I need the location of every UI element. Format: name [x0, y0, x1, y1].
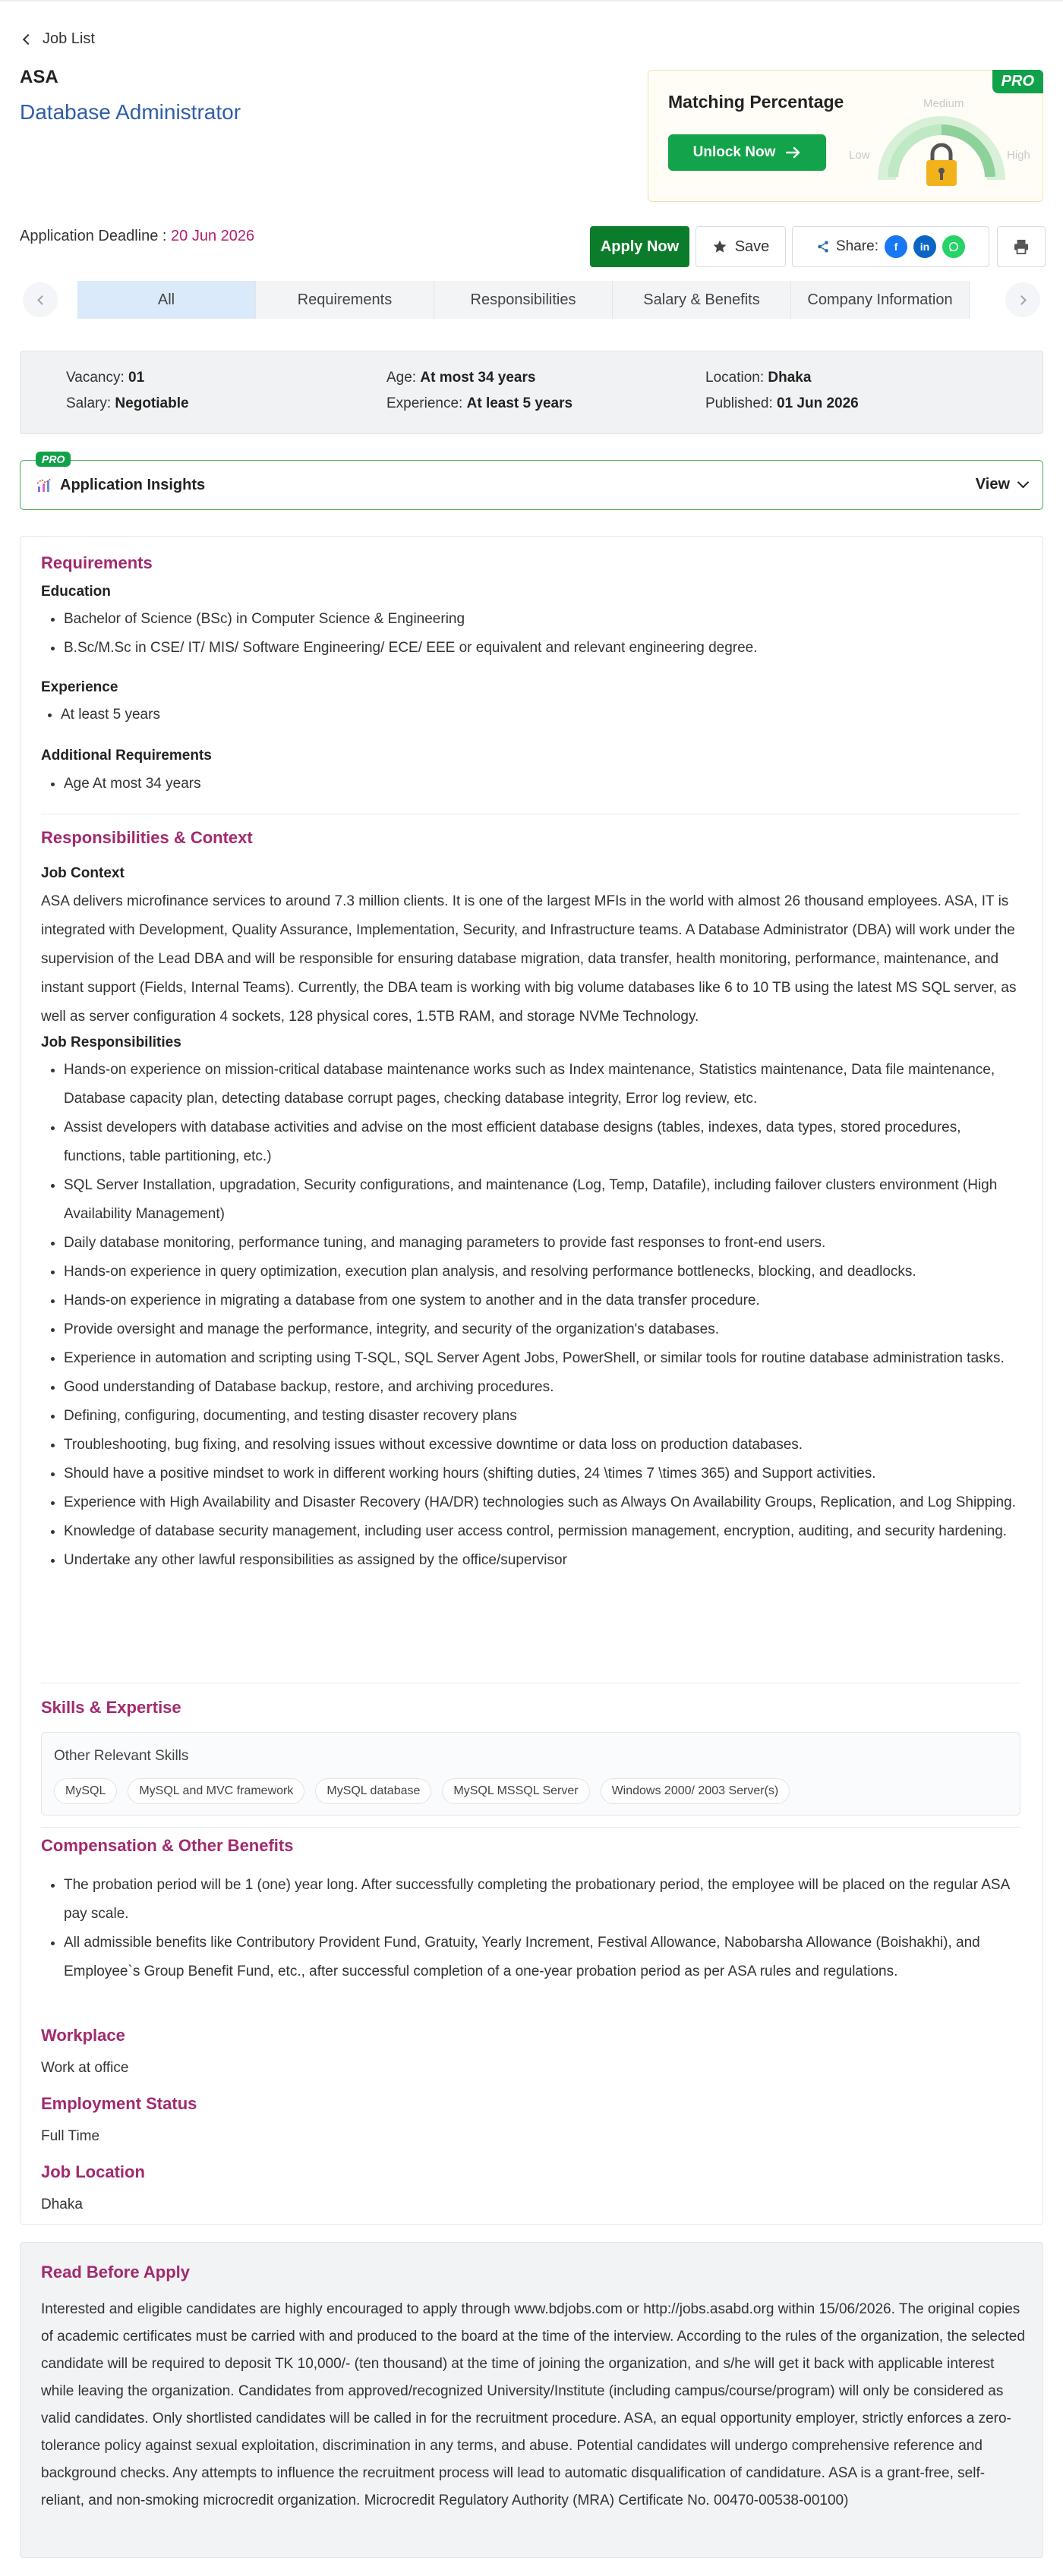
gauge-high-label: High: [1007, 149, 1030, 162]
matching-percentage-card: [648, 70, 1043, 202]
list-item: • Assist developers with database activities and advise on the most efficient database designs (tables, indexes, data types, stored procedures, functions, table partitioning, etc.): [64, 1113, 1020, 1171]
employment-status-value: Full Time: [41, 2128, 100, 2144]
list-item: • Defining, configuring, documenting, and testing disaster recovery plans: [64, 1402, 1020, 1431]
list-item: • SQL Server Installation, upgradation, Security configurations, and maintenance (Log, Temp, Datafile), including failover clusters environment (High Availability Management): [64, 1171, 1020, 1229]
chevron-right-icon: [1017, 295, 1027, 305]
gauge-graphic: [838, 89, 1036, 195]
summary-published: Published: 01 Jun 2026: [705, 395, 859, 411]
summary-vacancy: Vacancy: 01: [66, 370, 145, 386]
view-label: View: [975, 476, 1010, 493]
list-item: • At least 5 years: [61, 701, 1017, 729]
summary-age: Age: At most 34 years: [386, 370, 536, 386]
skill-chip[interactable]: MySQL MSSQL Server: [442, 1778, 589, 1804]
share-label: Share:: [836, 238, 878, 254]
tabs-scroll-right[interactable]: [1005, 282, 1040, 317]
printer-icon: [1013, 239, 1030, 254]
list-item: • All admissible benefits like Contributory Provident Fund, Gratuity, Yearly Increment, Festival Allowance, Nabobarsha Allowance (Boishakhi), and Employee`s Group Benefit Fund, etc., after successful completion of a one-year probation period as per ASA rules and regulations.: [64, 1929, 1020, 1986]
list-item: • Provide oversight and manage the performance, integrity, and security of the organization's databases.: [64, 1315, 1020, 1344]
list-item: • Hands-on experience on mission-critical database maintenance works such as Index maintenance, Statistics maintenance, Data file maintenance, Database capacity plan, detecting database corrupt pages, checking database integrity, Error log review, etc.: [64, 1056, 1020, 1113]
chevron-down-icon: [1017, 477, 1030, 489]
tabs-scroll-left[interactable]: [23, 282, 58, 317]
chevron-left-icon: [23, 33, 33, 44]
deadline-date: 20 Jun 2026: [171, 228, 255, 244]
job-details: [20, 536, 1043, 2225]
application-deadline: [20, 228, 254, 245]
list-item: • Daily database monitoring, performance tuning, and managing parameters to provide fast responses to front-end users.: [64, 1229, 1020, 1258]
tab-requirements[interactable]: Requirements: [256, 281, 434, 319]
save-label: Save: [734, 238, 770, 255]
summary-salary: Salary: Negotiable: [66, 395, 189, 411]
list-item: • Experience with High Availability and Disaster Recovery (HA/DR) technologies such as Always On Availability Groups, Replication, and Log Shipping.: [64, 1488, 1020, 1517]
education-list: [64, 605, 1020, 663]
skills-box-label: Other Relevant Skills: [54, 1748, 189, 1764]
list-item: • Should have a positive mindset to work in different working hours (shifting duties, 24 \times 7 \times 365) and Support activities.: [64, 1460, 1020, 1488]
list-item: • Experience in automation and scripting using T-SQL, SQL Server Agent Jobs, PowerShell, or similar tools for routine database administration tasks.: [64, 1344, 1020, 1373]
list-item: • B.Sc/M.Sc in CSE/ IT/ MIS/ Software Engineering/ ECE/ EEE or equivalent and relevant engineering degree.: [64, 634, 1020, 663]
job-context-title: Job Context: [41, 865, 125, 881]
share-group: [792, 226, 989, 267]
tab-list: [77, 281, 970, 319]
experience-title: Experience: [41, 679, 118, 695]
matching-title: Matching Percentage: [668, 92, 844, 112]
job-summary: [20, 351, 1043, 434]
employment-status-title: Employment Status: [41, 2094, 197, 2113]
skills-title: Skills & Expertise: [41, 1698, 181, 1717]
divider: [41, 1827, 1020, 1828]
read-before-apply-title: Read Before Apply: [41, 2263, 191, 2282]
insights-label-group: [36, 476, 205, 494]
summary-location: Location: Dhaka: [705, 370, 812, 386]
requirements-title: Requirements: [41, 553, 153, 572]
job-detail-page: [20, 0, 1043, 2576]
lock-icon: [926, 145, 957, 186]
pro-badge: PRO: [36, 452, 71, 467]
list-item: • Knowledge of database security management, including user access control, permission management, encryption, auditing, and security hardening.: [64, 1517, 1020, 1546]
gauge-low-label: Low: [849, 149, 870, 162]
tab-responsibilities[interactable]: Responsibilities: [434, 281, 613, 319]
arrow-right-icon: [786, 146, 801, 159]
list-item: • Good understanding of Database backup, restore, and archiving procedures.: [64, 1373, 1020, 1402]
summary-experience: Experience: At least 5 years: [386, 395, 573, 411]
skills-box: [41, 1732, 1020, 1815]
company-name: ASA: [20, 67, 58, 87]
responsibilities-title: Responsibilities & Context: [41, 828, 253, 847]
job-context-text: ASA delivers microfinance services to around 7.3 million clients. It is one of the largest MFIs in the world with almost 26 thousand employees. ASA, IT is integrated with Development, Quality Assurance, Implementation, Security, and Infrastructure teams. A Database Administrator (DBA) will work under the supervision of the Lead DBA and will be responsible for ensuring database migration, data transfer, health monitoring, performance, maintenance, and instant support (Fields, Internal Teams). Currently, the DBA team is working with big volume databases like 6 to 10 TB using the latest MS SQL server, as well as server configuration 4 sockets, 128 physical cores, 1.5TB RAM, and storage NVMe Technology.: [41, 893, 1017, 1025]
job-title: Database Administrator: [20, 100, 241, 124]
linkedin-icon[interactable]: in: [913, 235, 936, 258]
job-location-title: Job Location: [41, 2162, 145, 2181]
job-responsibilities-list: [64, 1056, 1020, 1575]
action-bar: [590, 226, 1046, 267]
insights-label: Application Insights: [60, 476, 206, 493]
list-item: • Troubleshooting, bug fixing, and resolving issues without excessive downtime or data loss on production databases.: [64, 1431, 1020, 1460]
facebook-icon[interactable]: f: [885, 235, 907, 258]
list-item: • The probation period will be 1 (one) year long. After successfully completing the probationary period, the employee will be placed on the regular ASA pay scale.: [64, 1871, 1020, 1929]
section-tabs: [20, 279, 1043, 320]
list-item: • Hands-on experience in query optimization, execution plan analysis, and resolving performance bottlenecks, blocking, and deadlocks.: [64, 1258, 1020, 1286]
compensation-title: Compensation & Other Benefits: [41, 1836, 294, 1855]
skill-chip[interactable]: MySQL and MVC framework: [128, 1778, 304, 1804]
list-item: • Hands-on experience in migrating a database from one system to another and in the data transfer procedure.: [64, 1286, 1020, 1315]
insights-view-toggle[interactable]: [976, 476, 1027, 493]
job-responsibilities-title: Job Responsibilities: [41, 1034, 181, 1050]
skill-chips: [54, 1778, 790, 1804]
print-button[interactable]: [997, 226, 1046, 267]
compensation-list: [64, 1871, 1020, 1986]
pro-badge: PRO: [992, 70, 1043, 93]
skill-chip[interactable]: MySQL database: [315, 1778, 431, 1804]
additional-requirements-list: [64, 770, 1020, 798]
chevron-left-icon: [37, 295, 47, 305]
additional-requirements-title: Additional Requirements: [41, 748, 212, 764]
education-title: Education: [41, 584, 111, 600]
unlock-label: Unlock Now: [692, 144, 776, 160]
star-icon: [712, 239, 727, 254]
list-item: • Undertake any other lawful responsibilities as assigned by the office/supervisor: [64, 1546, 1020, 1575]
deadline-label: Application Deadline :: [20, 228, 172, 244]
back-to-job-list[interactable]: [20, 30, 95, 48]
read-before-apply: [20, 2242, 1043, 2558]
apply-now-button[interactable]: Apply Now: [590, 226, 689, 267]
application-insights[interactable]: [20, 453, 1043, 510]
job-location-value: Dhaka: [41, 2197, 83, 2212]
list-item: • Bachelor of Science (BSc) in Computer Science & Engineering: [64, 605, 1020, 634]
unlock-now-button[interactable]: [668, 134, 826, 171]
insights-chart-icon: [36, 476, 54, 494]
gauge-medium-label: Medium: [923, 97, 964, 110]
list-item: • Age At most 34 years: [64, 770, 1020, 798]
experience-list: [61, 701, 1017, 729]
skill-chip[interactable]: MySQL: [54, 1778, 117, 1804]
whatsapp-icon[interactable]: [942, 235, 965, 258]
back-label: Job List: [43, 30, 95, 47]
workplace-value: Work at office: [41, 2060, 129, 2076]
share-icon: [816, 240, 830, 254]
read-before-apply-text: Interested and eligible candidates are highly encouraged to apply through www.bdjobs.com or http://jobs.asabd.org within 15/06/2026. The original copies of academic certificates must be carried with and produced to the board at the time of the interview. According to the rules of the organization, the selected candidate will be required to deposit TK 10,000/- (ten thousand) at the time of joining the organization, and s/he will get it back with applicable interest while leaving the organization. Candidates from approved/recognized University/Institute (including campus/course/program) will only be considered as valid candidates. Only shortlisted candidates will be called in for the recruitment procedure. ASA, an equal opportunity employer, strictly enforces a zero-tolerance policy against sexual exploitation, discrimination in any terms, and abuse. Potential candidates will undergo comprehensive reference and background checks. Any attempts to influence the recruitment process will lead to automatic disqualification of candidature. ASA is a grant-free, self-reliant, and non-smoking microcredit organization. Microcredit Regulatory Authority (MRA) Certificate No. 00470-00538-00100): [41, 2301, 1025, 2508]
workplace-title: Workplace: [41, 2026, 125, 2045]
tab-salary-benefits[interactable]: Salary & Benefits: [613, 281, 791, 319]
tab-all[interactable]: All: [77, 281, 256, 319]
skill-chip[interactable]: Windows 2000/ 2003 Server(s): [601, 1778, 790, 1804]
save-button[interactable]: [696, 226, 786, 267]
tab-company-information[interactable]: Company Information: [791, 281, 970, 319]
